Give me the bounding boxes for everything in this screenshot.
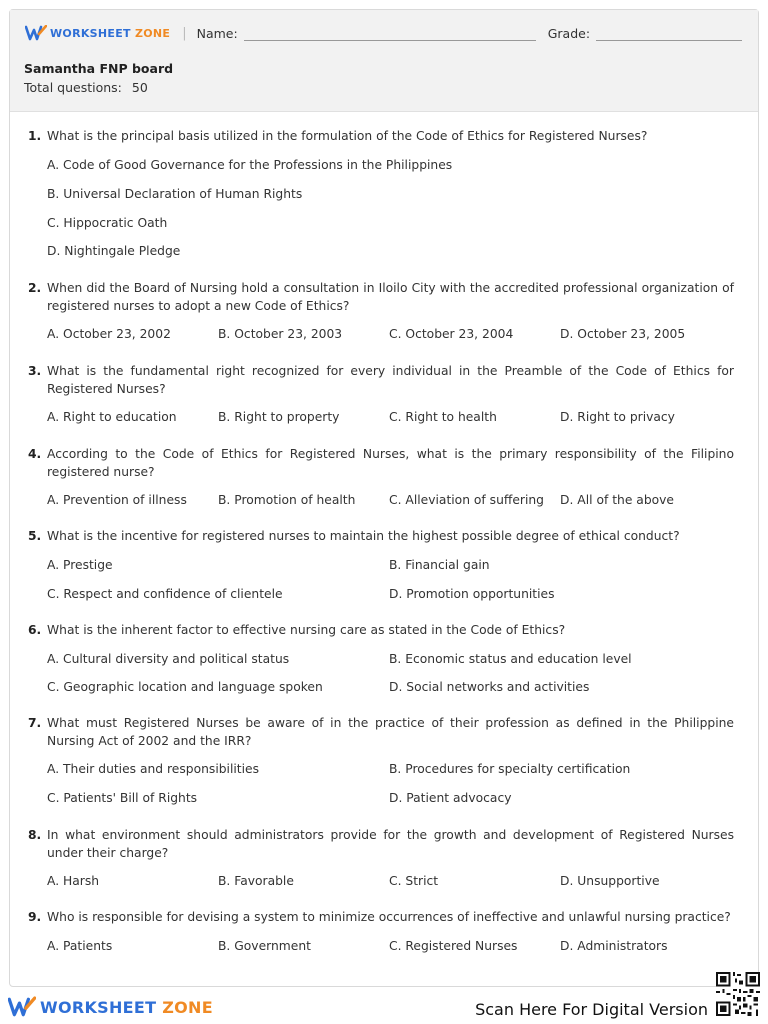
question-text: Who is responsible for devising a system to minimize occurrences of ineffective and unlawful nursing practice? (47, 910, 731, 924)
option-c[interactable]: C. Hippocratic Oath (47, 215, 168, 230)
question-number: 4. (28, 447, 42, 461)
option-c[interactable]: C. Alleviation of suffering (389, 493, 544, 507)
question-number: 7. (28, 716, 42, 730)
option-a[interactable]: A. Code of Good Governance for the Professions in the Philippines (47, 157, 453, 172)
worksheet-zone-logo-icon (8, 996, 36, 1018)
brand-logo (25, 25, 170, 41)
brand-part2: ZONE (134, 26, 171, 40)
name-field[interactable] (244, 26, 536, 41)
option-b[interactable]: B. Government (218, 938, 311, 953)
option-b[interactable]: B. Promotion of health (218, 493, 356, 507)
footer-brand-part2: ZONE (162, 997, 213, 1017)
question-8 (28, 827, 734, 888)
question-number: 8. (28, 828, 42, 842)
option-a[interactable]: A. Prevention of illness (47, 493, 187, 507)
total-questions (24, 80, 148, 95)
option-c[interactable]: C. Patients' Bill of Rights (47, 791, 198, 805)
question-1 (28, 128, 734, 258)
question-number: 1. (28, 129, 42, 143)
option-d[interactable]: D. Administrators (560, 938, 668, 953)
question-text: According to the Code of Ethics for Registered Nurses, what is the primary responsibility of the Filipino registered nurse? (47, 447, 734, 479)
question-6 (28, 622, 734, 694)
option-d[interactable]: D. All of the above (560, 493, 674, 507)
question-number: 5. (28, 529, 42, 543)
option-d[interactable]: D. October 23, 2005 (560, 327, 686, 341)
question-text: What is the inherent factor to effective nursing care as stated in the Code of Ethics? (47, 623, 566, 637)
question-text: What is the principal basis utilized in the formulation of the Code of Ethics for Registered Nurses? (47, 129, 648, 143)
option-b[interactable]: B. October 23, 2003 (218, 327, 343, 341)
question-number: 6. (28, 623, 42, 637)
option-b[interactable]: B. Favorable (218, 874, 294, 888)
option-a[interactable]: A. October 23, 2002 (47, 327, 171, 341)
option-d[interactable]: D. Nightingale Pledge (47, 243, 181, 258)
qr-code-icon[interactable] (716, 972, 760, 1016)
divider: | (182, 25, 187, 41)
brand-part1: WORKSHEET (50, 26, 131, 40)
question-text: What must Registered Nurses be aware of in the practice of their profession as defined in the Philippine Nursing Act of 2002 and the IRR? (47, 716, 734, 748)
option-d[interactable]: D. Patient advocacy (389, 791, 512, 805)
worksheet-header (10, 10, 758, 112)
option-b[interactable]: B. Right to property (218, 410, 340, 424)
question-2 (28, 280, 734, 341)
question-9 (28, 909, 734, 953)
question-number: 3. (28, 364, 42, 378)
option-a[interactable]: A. Cultural diversity and political status (47, 651, 290, 666)
option-c[interactable]: C. Right to health (389, 410, 497, 424)
option-c[interactable]: C. Geographic location and language spoken (47, 679, 323, 694)
option-b[interactable]: B. Economic status and education level (389, 651, 632, 666)
option-d[interactable]: D. Social networks and activities (389, 679, 590, 694)
footer-brand-logo (8, 996, 213, 1018)
question-4 (28, 446, 734, 507)
question-3 (28, 363, 734, 424)
question-text: What is the incentive for registered nurses to maintain the highest possible degree of ethical conduct? (47, 529, 680, 543)
footer-brand-part1: WORKSHEET (40, 997, 157, 1017)
worksheet-page (9, 9, 759, 987)
option-b[interactable]: B. Procedures for specialty certification (389, 762, 631, 776)
question-text: In what environment should administrators provide for the growth and development of Registered Nurses under their charge? (47, 828, 734, 860)
question-5 (28, 528, 734, 601)
name-label: Name: (196, 25, 238, 41)
question-number: 2. (28, 281, 42, 295)
question-text: What is the fundamental right recognized for every individual in the Preamble of the Code of Ethics for Registered Nurses? (47, 364, 734, 396)
total-value: 50 (131, 80, 148, 95)
option-b[interactable]: B. Universal Declaration of Human Rights (47, 186, 303, 201)
grade-field[interactable] (596, 26, 742, 41)
option-c[interactable]: C. Strict (389, 874, 439, 888)
page-footer (8, 994, 760, 1024)
total-label: Total questions: (24, 80, 122, 95)
option-b[interactable]: B. Financial gain (389, 557, 490, 572)
option-c[interactable]: C. Respect and confidence of clientele (47, 586, 283, 601)
option-a[interactable]: A. Right to education (47, 410, 177, 424)
grade-label: Grade: (547, 25, 591, 41)
worksheet-zone-logo-icon (25, 25, 47, 41)
worksheet-title: Samantha FNP board (24, 61, 174, 76)
option-a[interactable]: A. Harsh (47, 874, 100, 888)
option-a[interactable]: A. Patients (47, 938, 113, 953)
option-d[interactable]: D. Right to privacy (560, 410, 675, 424)
option-d[interactable]: D. Promotion opportunities (389, 586, 555, 601)
question-text: When did the Board of Nursing hold a consultation in Iloilo City with the accredited professional organization of registered nurses to adopt a new Code of Ethics? (47, 281, 734, 313)
option-d[interactable]: D. Unsupportive (560, 874, 660, 888)
scan-text: Scan Here For Digital Version (475, 1000, 708, 1019)
option-c[interactable]: C. October 23, 2004 (389, 327, 514, 341)
option-a[interactable]: A. Their duties and responsibilities (47, 762, 259, 776)
option-a[interactable]: A. Prestige (47, 557, 113, 572)
question-7 (28, 715, 734, 805)
option-c[interactable]: C. Registered Nurses (389, 938, 518, 953)
question-number: 9. (28, 910, 42, 924)
